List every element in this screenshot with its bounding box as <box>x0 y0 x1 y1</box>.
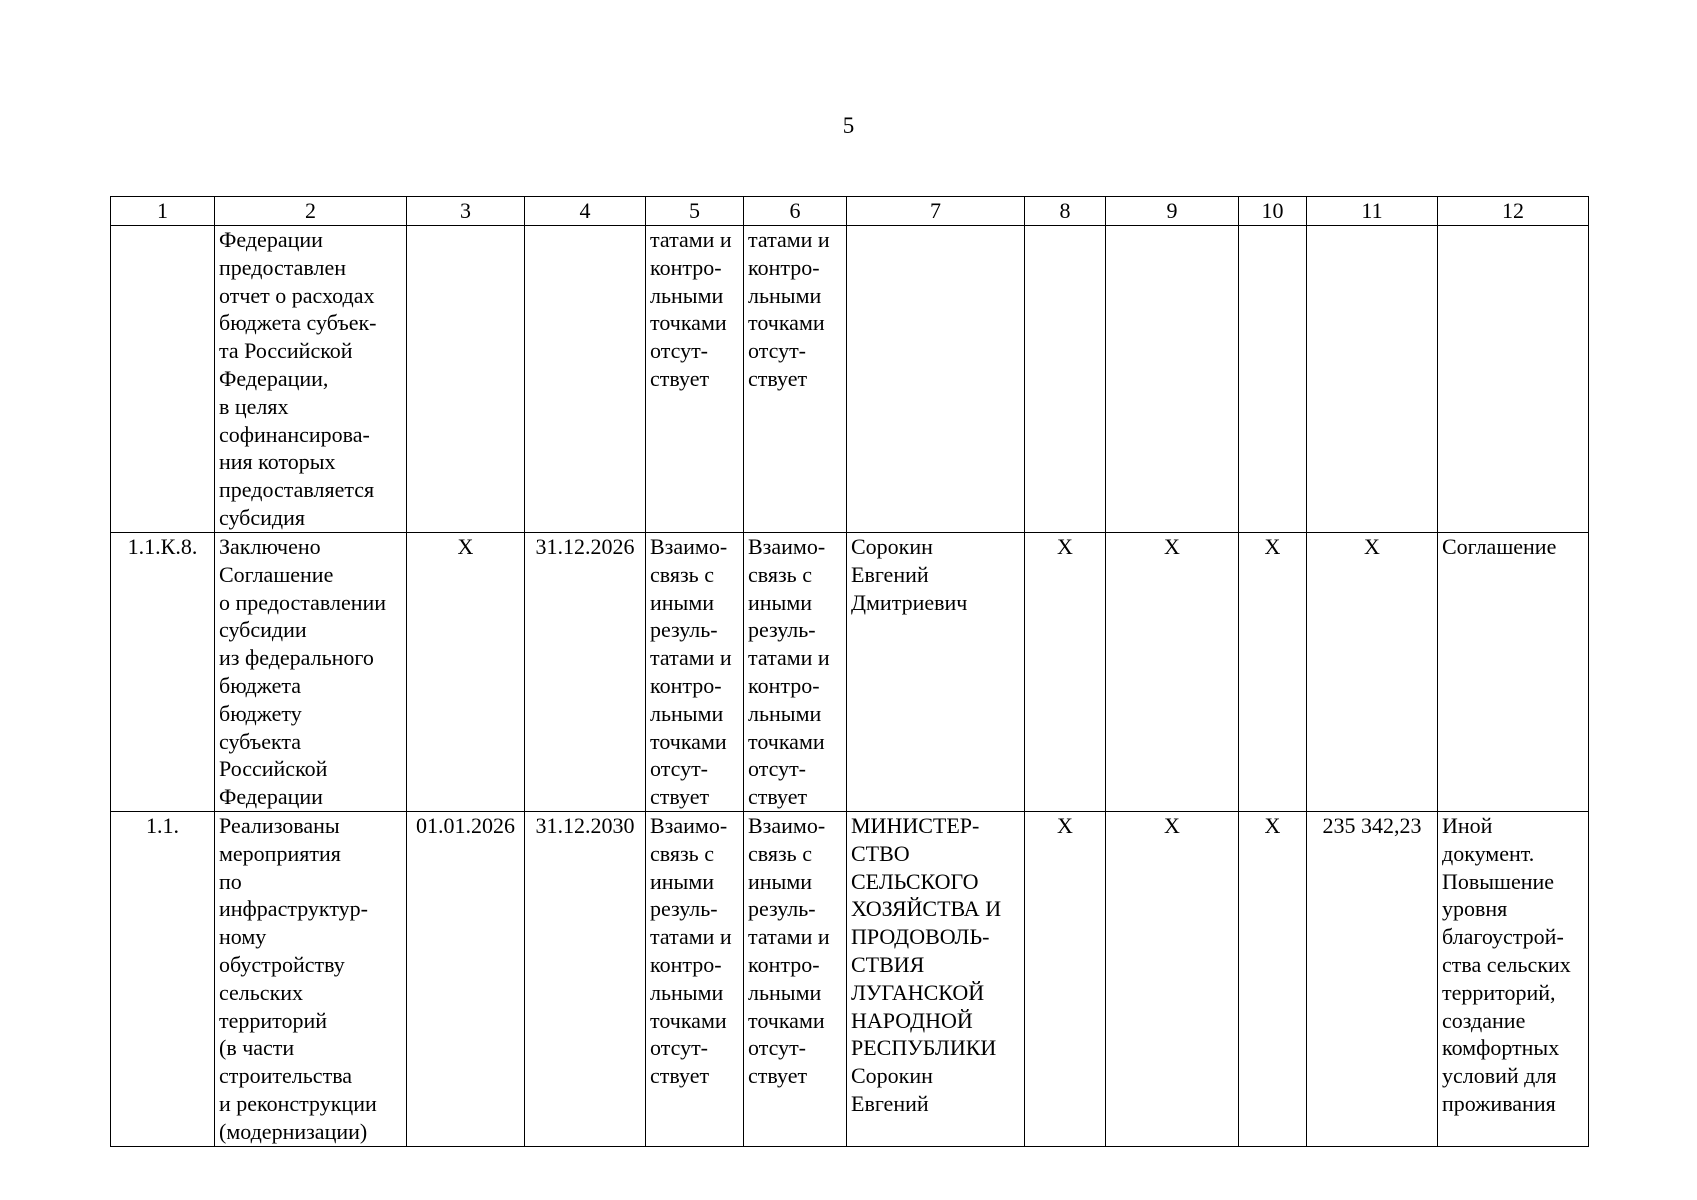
cell-col-10: X <box>1239 812 1307 1147</box>
amount-cell: 235 342,23 <box>1307 812 1438 1147</box>
start-date-cell: 01.01.2026 <box>407 812 525 1147</box>
table-header-row <box>111 197 1589 226</box>
responsible-cell: МИНИСТЕР- СТВО СЕЛЬСКОГО ХОЗЯЙСТВА И ПРОДОВОЛЬ- СТВИЯ ЛУГАНСКОЙ НАРОДНОЙ РЕСПУБЛИКИ Сорокин Евгений <box>847 812 1025 1147</box>
row-number-cell: 1.1.К.8. <box>111 533 215 812</box>
cell-col-9 <box>1106 226 1239 533</box>
document-cell: Иной документ. Повышение уровня благоустрой- ства сельских территорий, создание комфортных условий для проживания <box>1438 812 1589 1147</box>
column-header: 1 <box>111 197 215 226</box>
column-header: 5 <box>646 197 744 226</box>
table-row <box>111 533 1589 812</box>
cell-col-10: X <box>1239 533 1307 812</box>
cell-col-8 <box>1025 226 1106 533</box>
successor-cell: татами и контро- льными точками отсут- ствует <box>744 226 847 533</box>
row-number-cell <box>111 226 215 533</box>
column-header: 4 <box>525 197 646 226</box>
column-header: 9 <box>1106 197 1239 226</box>
column-header: 12 <box>1438 197 1589 226</box>
cell-col-10 <box>1239 226 1307 533</box>
amount-cell: X <box>1307 533 1438 812</box>
column-header: 8 <box>1025 197 1106 226</box>
end-date-cell: 31.12.2026 <box>525 533 646 812</box>
column-header: 2 <box>215 197 407 226</box>
amount-cell <box>1307 226 1438 533</box>
cell-col-9: X <box>1106 812 1239 1147</box>
results-table <box>110 196 1589 1147</box>
document-cell: Соглашение <box>1438 533 1589 812</box>
page-number: 5 <box>842 113 855 138</box>
column-header: 3 <box>407 197 525 226</box>
successor-cell: Взаимо- связь с иными резуль- татами и контро- льными точками отсут- ствует <box>744 533 847 812</box>
result-name-cell: Заключено Соглашение о предоставлении субсидии из федерального бюджета бюджету субъекта Российской Федерации <box>215 533 407 812</box>
result-name-cell: Реализованы мероприятия по инфраструктур- ному обустройству сельских территорий (в части строительства и реконструкции (модернизации) <box>215 812 407 1147</box>
document-cell <box>1438 226 1589 533</box>
table-row <box>111 812 1589 1147</box>
column-header: 6 <box>744 197 847 226</box>
end-date-cell: 31.12.2030 <box>525 812 646 1147</box>
end-date-cell <box>525 226 646 533</box>
predecessor-cell: Взаимо- связь с иными резуль- татами и контро- льными точками отсут- ствует <box>646 812 744 1147</box>
cell-col-8: X <box>1025 533 1106 812</box>
column-header: 11 <box>1307 197 1438 226</box>
successor-cell: Взаимо- связь с иными резуль- татами и контро- льными точками отсут- ствует <box>744 812 847 1147</box>
result-name-cell: Федерации предоставлен отчет о расходах бюджета субъек- та Российской Федерации, в целях софинансирова- ния которых предоставляется субсидия <box>215 226 407 533</box>
column-header: 7 <box>847 197 1025 226</box>
cell-col-9: X <box>1106 533 1239 812</box>
start-date-cell <box>407 226 525 533</box>
row-number-cell: 1.1. <box>111 812 215 1147</box>
predecessor-cell: Взаимо- связь с иными резуль- татами и контро- льными точками отсут- ствует <box>646 533 744 812</box>
responsible-cell <box>847 226 1025 533</box>
column-header: 10 <box>1239 197 1307 226</box>
predecessor-cell: татами и контро- льными точками отсут- ствует <box>646 226 744 533</box>
responsible-cell: Сорокин Евгений Дмитриевич <box>847 533 1025 812</box>
start-date-cell: X <box>407 533 525 812</box>
cell-col-8: X <box>1025 812 1106 1147</box>
table-row <box>111 226 1589 533</box>
